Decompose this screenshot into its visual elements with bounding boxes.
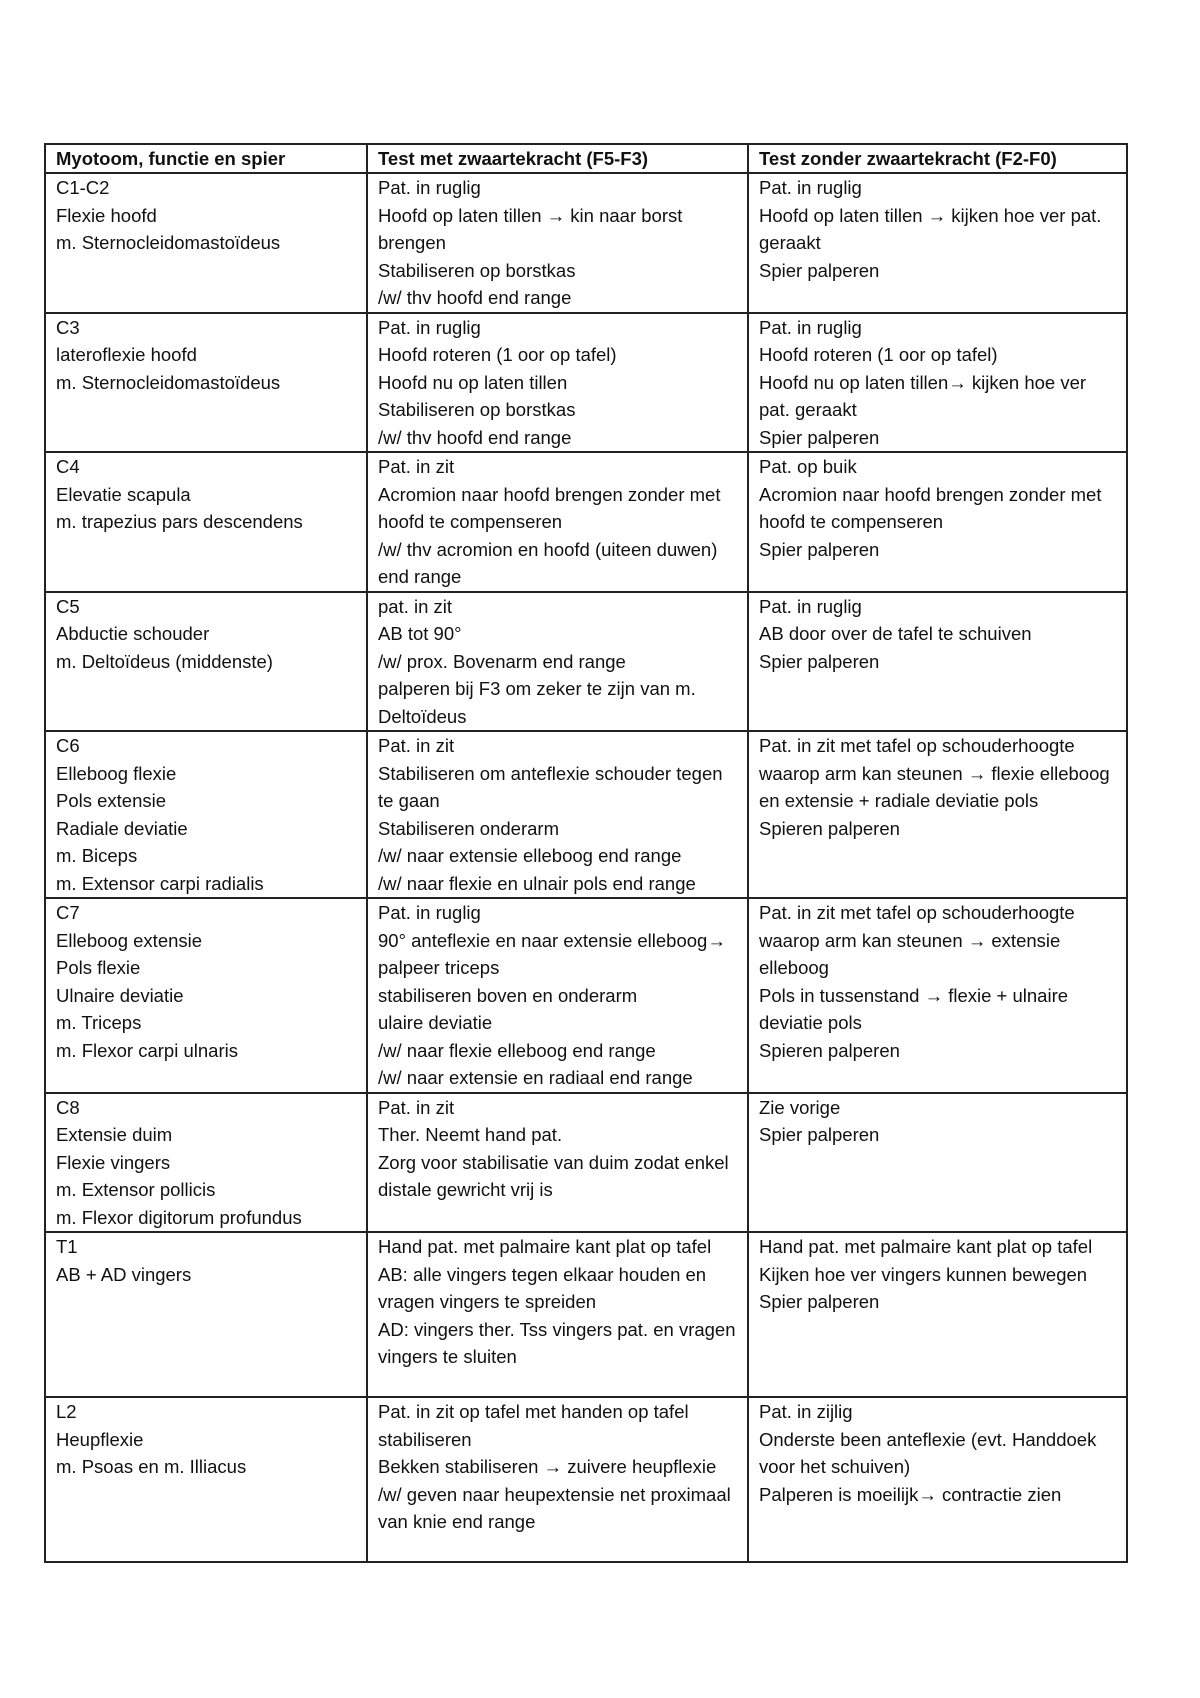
cell-text-line: Palperen is moeilijk→ contractie zien <box>759 1483 1062 1505</box>
cell-myotoom <box>45 1232 367 1397</box>
cell-text-line: L2 <box>56 1401 77 1422</box>
cell-text-line: Pat. in zit met tafel op schouderhoogte waarop arm kan steunen → flexie elleboog en extensie + radiale deviatie pols <box>759 735 1110 811</box>
cell-text-line: C1-C2 <box>56 177 110 198</box>
cell-text-line: Hoofd op laten tillen → kin naar borst brengen <box>378 204 683 253</box>
cell-text-line: m. Sternocleidomastoïdeus <box>56 232 281 253</box>
cell-text-line: Bekken stabiliseren → zuivere heupflexie <box>378 1456 717 1477</box>
cell-text-line: Spier palperen <box>759 1291 880 1312</box>
cell-test-zonder-zwaartekracht <box>748 1093 1127 1233</box>
cell-text-line: Pols extensie <box>56 790 167 811</box>
cell-text-line: Kijken hoe ver vingers kunnen bewegen <box>759 1263 1088 1285</box>
cell-text-line: Hoofd op laten tillen → kijken hoe ver pat. geraakt <box>759 204 1102 253</box>
cell-text-line: Elleboog flexie <box>56 762 177 784</box>
table-row <box>45 313 1127 453</box>
cell-text-line: C6 <box>56 735 80 756</box>
cell-text-line: /w/ prox. Bovenarm end range <box>378 650 626 672</box>
table-row <box>45 898 1127 1093</box>
cell-text-line: Pat. in zit <box>378 456 455 477</box>
cell-text-line: 90° anteflexie en naar extensie elleboog→ palpeer triceps <box>378 929 726 978</box>
cell-text-line: Onderste been anteflexie (evt. Handdoek voor het schuiven) <box>759 1428 1097 1477</box>
cell-test-met-zwaartekracht <box>367 731 748 898</box>
cell-text-line: stabiliseren boven en onderarm <box>378 984 638 1006</box>
cell-text-line: m. Flexor carpi ulnaris <box>56 1039 238 1061</box>
cell-text-line: Pat. in ruglig <box>759 177 862 198</box>
cell-text-line: m. trapezius pars descendens <box>56 511 303 532</box>
header-test-met-zwaartekracht: Test met zwaartekracht (F5-F3) <box>367 144 748 173</box>
cell-text-line: /w/ naar flexie elleboog end range <box>378 1039 656 1061</box>
table-body <box>45 173 1127 1562</box>
cell-text-line: Stabiliseren om anteflexie schouder tegen te gaan <box>378 762 723 811</box>
cell-text-line: m. Deltoïdeus (middenste) <box>56 650 273 672</box>
cell-test-met-zwaartekracht <box>367 592 748 732</box>
cell-text-line: Stabiliseren op borstkas <box>378 399 576 420</box>
cell-text-line: Pols in tussenstand → flexie + ulnaire deviatie pols <box>759 984 1069 1033</box>
cell-text-line: ulaire deviatie <box>378 1012 493 1033</box>
cell-test-met-zwaartekracht <box>367 452 748 592</box>
cell-text-line: Abductie schouder <box>56 623 210 644</box>
cell-text-line: AB tot 90° <box>378 623 462 644</box>
cell-text-line: Flexie hoofd <box>56 204 157 226</box>
cell-text-line: Pat. in ruglig <box>378 316 481 338</box>
cell-text-line: Pat. in zijlig <box>759 1401 853 1422</box>
cell-test-zonder-zwaartekracht <box>748 1397 1127 1562</box>
cell-text-line: Hand pat. met palmaire kant plat op tafel <box>378 1236 712 1257</box>
cell-test-met-zwaartekracht <box>367 898 748 1093</box>
cell-text-line: m. Triceps <box>56 1012 142 1033</box>
cell-test-met-zwaartekracht <box>367 1093 748 1233</box>
table-row <box>45 452 1127 592</box>
cell-text-line: Hoofd roteren (1 oor op tafel) <box>378 344 617 365</box>
cell-text-line: m. Flexor digitorum profundus <box>56 1206 302 1228</box>
cell-myotoom <box>45 898 367 1093</box>
cell-text-line: Pat. in zit op tafel met handen op tafel stabiliseren <box>378 1401 689 1450</box>
cell-text-line: Pat. in zit <box>378 1096 455 1118</box>
cell-text-line: Spier palperen <box>759 1124 880 1145</box>
cell-text-line: Spier palperen <box>759 538 880 560</box>
cell-text-line: Spieren palperen <box>759 817 900 839</box>
cell-text-line: /w/ thv hoofd end range <box>378 287 572 308</box>
cell-text-line: Acromion naar hoofd brengen zonder met hoofd te compenseren <box>759 483 1102 532</box>
cell-text-line: Zie vorige <box>759 1096 841 1118</box>
cell-text-line: m. Extensor pollicis <box>56 1179 216 1200</box>
cell-text-line: Pat. in ruglig <box>759 595 862 617</box>
cell-text-line: C4 <box>56 456 80 477</box>
cell-text-line: Stabiliseren op borstkas <box>378 259 576 281</box>
cell-test-zonder-zwaartekracht <box>748 313 1127 453</box>
cell-text-line: AB: alle vingers tegen elkaar houden en vragen vingers te spreiden <box>378 1263 707 1312</box>
cell-myotoom <box>45 1093 367 1233</box>
cell-myotoom <box>45 173 367 313</box>
table-header-row <box>45 144 1127 173</box>
cell-text-line: Pat. in ruglig <box>759 316 862 338</box>
cell-text-line: Stabiliseren onderarm <box>378 817 559 839</box>
cell-text-line: AD: vingers ther. Tss vingers pat. en vragen vingers te sluiten <box>378 1318 736 1367</box>
table-row <box>45 173 1127 313</box>
cell-text-line: Spieren palperen <box>759 1039 900 1061</box>
cell-test-met-zwaartekracht <box>367 1397 748 1562</box>
cell-test-met-zwaartekracht <box>367 1232 748 1397</box>
cell-text-line: Hoofd roteren (1 oor op tafel) <box>759 344 998 365</box>
cell-text-line: m. Sternocleidomastoïdeus <box>56 371 281 393</box>
myotome-table <box>44 143 1128 1563</box>
cell-test-zonder-zwaartekracht <box>748 452 1127 592</box>
cell-test-met-zwaartekracht <box>367 173 748 313</box>
cell-text-line: Radiale deviatie <box>56 817 188 839</box>
cell-text-line: lateroflexie hoofd <box>56 344 197 365</box>
header-myotoom: Myotoom, functie en spier <box>45 144 367 173</box>
cell-text-line: /w/ geven naar heupextensie net proximaal van knie end range <box>378 1483 731 1532</box>
table-row <box>45 1232 1127 1397</box>
cell-text-line: Pols flexie <box>56 957 141 978</box>
cell-myotoom <box>45 313 367 453</box>
cell-myotoom <box>45 592 367 732</box>
cell-text-line: AB door over de tafel te schuiven <box>759 623 1032 644</box>
cell-text-line: Zorg voor stabilisatie van duim zodat enkel distale gewricht vrij is <box>378 1151 729 1200</box>
cell-text-line: C5 <box>56 595 80 617</box>
cell-myotoom <box>45 1397 367 1562</box>
cell-text-line: Elleboog extensie <box>56 929 203 951</box>
cell-text-line: Spier palperen <box>759 259 880 281</box>
cell-text-line: Ulnaire deviatie <box>56 984 184 1006</box>
cell-text-line: Heupflexie <box>56 1428 144 1450</box>
cell-text-line: Pat. in ruglig <box>378 902 481 923</box>
cell-text-line: C3 <box>56 316 80 338</box>
cell-test-met-zwaartekracht <box>367 313 748 453</box>
cell-text-line: C7 <box>56 902 80 923</box>
cell-test-zonder-zwaartekracht <box>748 592 1127 732</box>
cell-text-line: Acromion naar hoofd brengen zonder met hoofd te compenseren <box>378 483 721 532</box>
cell-text-line: Hoofd nu op laten tillen <box>378 371 568 393</box>
table-row <box>45 1397 1127 1562</box>
cell-text-line: m. Extensor carpi radialis <box>56 872 264 894</box>
table-row <box>45 1093 1127 1233</box>
cell-test-zonder-zwaartekracht <box>748 731 1127 898</box>
cell-test-zonder-zwaartekracht <box>748 1232 1127 1397</box>
cell-text-line: /w/ naar flexie en ulnair pols end range <box>378 872 696 894</box>
cell-text-line: C8 <box>56 1096 80 1118</box>
cell-text-line: Spier palperen <box>759 650 880 672</box>
cell-text-line: palperen bij F3 om zeker te zijn van m. Deltoïdeus <box>378 678 696 727</box>
cell-text-line: AB + AD vingers <box>56 1263 192 1285</box>
cell-text-line: /w/ naar extensie elleboog end range <box>378 845 682 866</box>
cell-text-line: /w/ naar extensie en radiaal end range <box>378 1067 693 1088</box>
table-row <box>45 592 1127 732</box>
cell-text-line: Ther. Neemt hand pat. <box>378 1124 563 1145</box>
cell-text-line: T1 <box>56 1236 78 1257</box>
cell-text-line: /w/ thv hoofd end range <box>378 426 572 448</box>
table-row <box>45 731 1127 898</box>
cell-text-line: Spier palperen <box>759 426 880 448</box>
cell-text-line: Extensie duim <box>56 1124 173 1145</box>
cell-text-line: Elevatie scapula <box>56 483 191 505</box>
header-test-zonder-zwaartekracht: Test zonder zwaartekracht (F2-F0) <box>748 144 1127 173</box>
cell-myotoom <box>45 452 367 592</box>
cell-text-line: m. Psoas en m. Illiacus <box>56 1456 247 1477</box>
cell-text-line: Flexie vingers <box>56 1151 171 1173</box>
cell-text-line: Hand pat. met palmaire kant plat op tafel <box>759 1236 1093 1257</box>
cell-text-line: Pat. in ruglig <box>378 177 481 198</box>
cell-text-line: m. Biceps <box>56 845 138 866</box>
cell-test-zonder-zwaartekracht <box>748 898 1127 1093</box>
cell-text-line: Pat. op buik <box>759 456 857 477</box>
cell-myotoom <box>45 731 367 898</box>
cell-test-zonder-zwaartekracht <box>748 173 1127 313</box>
cell-text-line: Pat. in zit met tafel op schouderhoogte waarop arm kan steunen → extensie elleboog <box>759 902 1075 978</box>
cell-text-line: /w/ thv acromion en hoofd (uiteen duwen) end range <box>378 538 718 587</box>
cell-text-line: Pat. in zit <box>378 735 455 756</box>
cell-text-line: pat. in zit <box>378 595 453 617</box>
cell-text-line: Hoofd nu op laten tillen→ kijken hoe ver pat. geraakt <box>759 371 1087 420</box>
